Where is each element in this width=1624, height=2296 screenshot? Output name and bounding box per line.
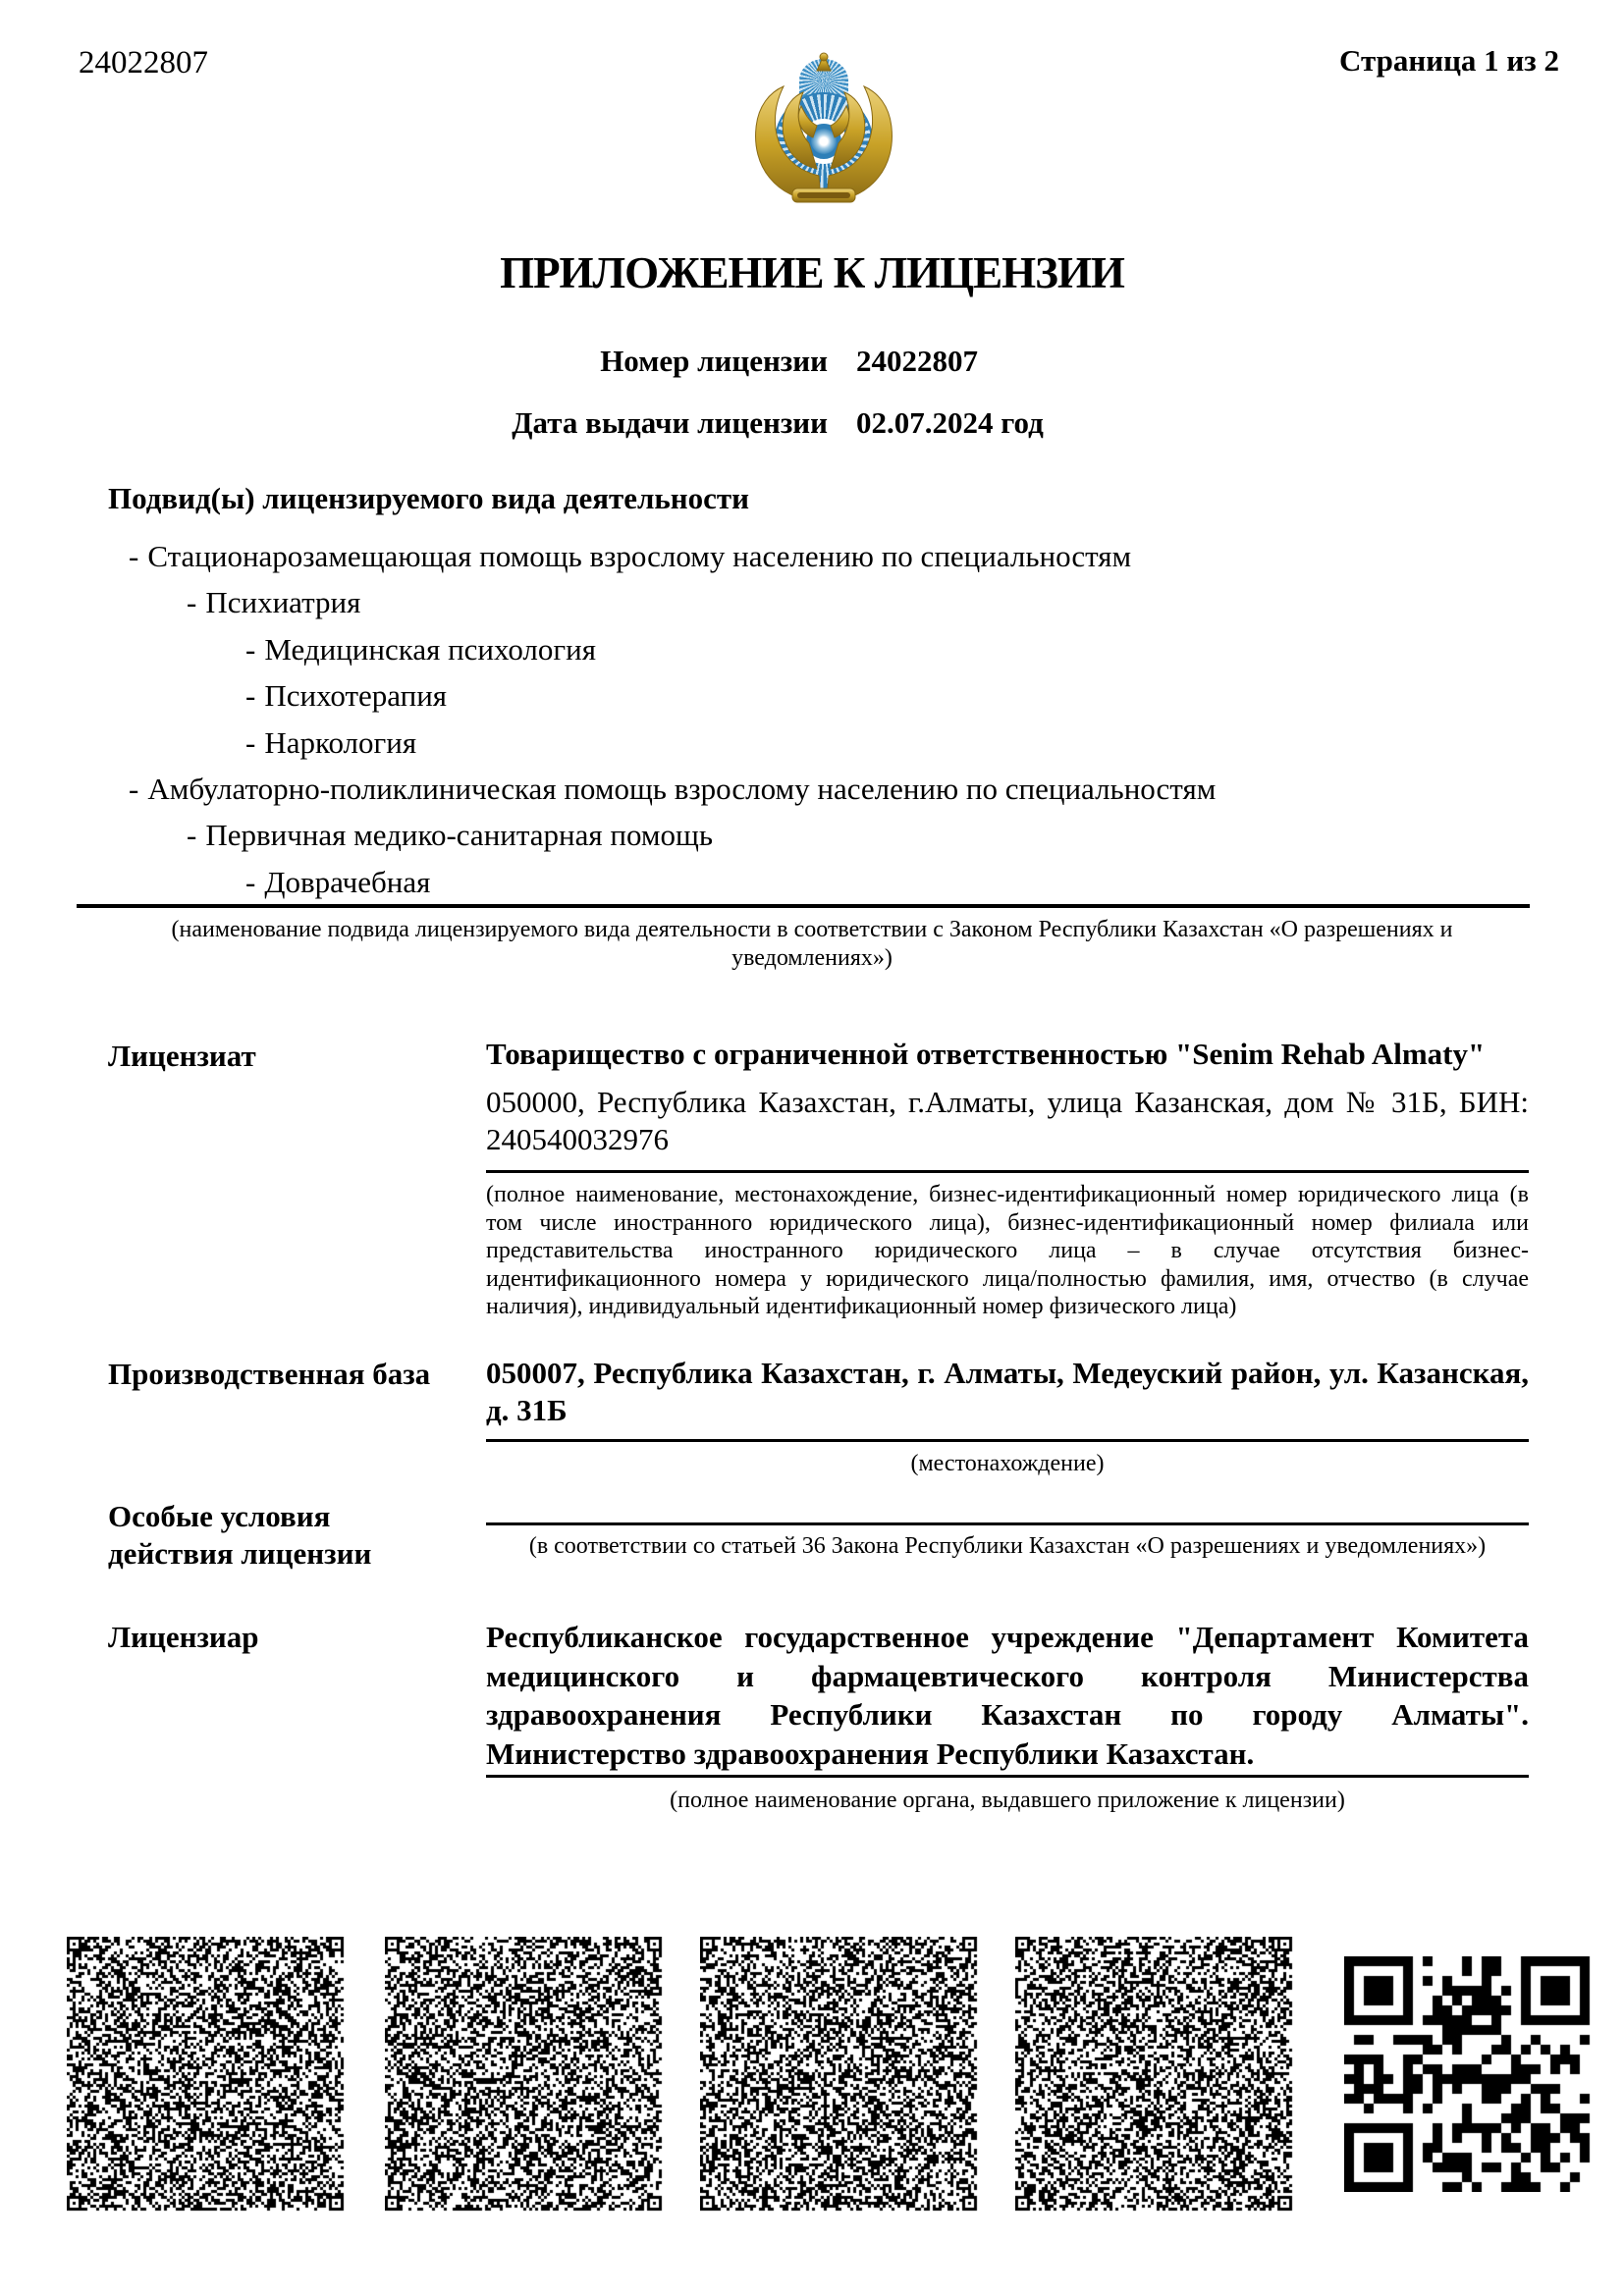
subtypes-caption: (наименование подвида лицензируемого вида деятельности в соответствии с Законом Республики Казахстан «О разрешениях и уведомлениях») bbox=[171, 917, 1453, 971]
subtypes-heading: Подвид(ы) лицензируемого вида деятельности bbox=[108, 481, 749, 515]
emblem-banner bbox=[797, 192, 850, 198]
barcode-datamatrix-1 bbox=[67, 1937, 345, 2212]
list-dash: - bbox=[187, 818, 197, 853]
subtype-item-text: Стационарозамещающая помощь взрослому населению по специальностям bbox=[147, 539, 1132, 573]
barcode-datamatrix-4 bbox=[1015, 1937, 1293, 2212]
licensor-caption: (полное наименование органа, выдавшего приложение к лицензии) bbox=[670, 1788, 1345, 1813]
subtype-item-text: Доврачебная bbox=[264, 864, 431, 899]
licensor-value: Республиканское государственное учреждение "Департамент Комитета медицинского и фармацевтического контроля Министерства здравоохранения Республики Казахстан по городу Алматы". Министерство здравоохранения Республики Казахстан. bbox=[486, 1620, 1529, 1771]
licensor-underline bbox=[486, 1775, 1529, 1778]
special-conditions-caption: (в соответствии со статьей 36 Закона Республики Казахстан «О разрешениях и уведомлениях») bbox=[528, 1533, 1487, 1559]
subtype-item-text: Психотерапия bbox=[264, 678, 448, 714]
special-conditions-label: Особые условия действия лицензии bbox=[108, 1499, 372, 1571]
subtype-item-text: Амбулаторно-поликлиническая помощь взрослому населению по специальностям bbox=[147, 771, 1217, 806]
subtypes-list bbox=[108, 539, 1483, 911]
licensee-address: 050000, Республика Казахстан, г.Алматы, улица Казанская, дом № 31Б, БИН: 240540032976 bbox=[486, 1085, 1529, 1156]
licensee-underline bbox=[486, 1170, 1529, 1173]
subtype-item bbox=[187, 585, 1483, 631]
subtype-item-text: Наркология bbox=[264, 724, 417, 760]
licensee-name: Товарищество с ограниченной ответственностью "Senim Rehab Almaty" bbox=[486, 1037, 1486, 1071]
list-dash: - bbox=[245, 724, 256, 760]
list-dash: - bbox=[245, 864, 256, 899]
license-number-value: 24022807 bbox=[856, 344, 978, 378]
licensee-caption: (полное наименование, местонахождение, бизнес-идентификационный номер юридического лица (в том числе иностранного юридического лица), бизнес-идентификационный номер филиала или представительства иностранного юридического лица – в случае отсутствия бизнес-идентификационного номера у юридического лица/полностью фамилия, имя, отчество (в случае наличия), индивидуальный идентификационный номер физического лица) bbox=[486, 1182, 1529, 1320]
license-number-label: Номер лицензии bbox=[600, 344, 828, 378]
subtypes-underline bbox=[77, 904, 1530, 908]
list-dash: - bbox=[129, 539, 139, 573]
subtype-item bbox=[129, 539, 1483, 585]
list-dash: - bbox=[187, 585, 197, 620]
special-conditions-underline bbox=[486, 1522, 1529, 1525]
license-date-value: 02.07.2024 год bbox=[856, 405, 1044, 440]
subtype-item bbox=[187, 818, 1483, 864]
production-base-value: 050007, Республика Казахстан, г. Алматы, Медеуский район, ул. Казанская, д. 31Б bbox=[486, 1356, 1529, 1427]
document-number-top: 24022807 bbox=[79, 45, 208, 80]
subtype-item bbox=[129, 772, 1483, 818]
license-date-label: Дата выдачи лицензии bbox=[512, 405, 828, 440]
subtype-item bbox=[245, 678, 1483, 724]
licensor-label: Лицензиар bbox=[108, 1620, 259, 1654]
document-title: ПРИЛОЖЕНИЕ К ЛИЦЕНЗИИ bbox=[500, 248, 1124, 297]
production-base-label: Производственная база bbox=[108, 1357, 431, 1391]
page-indicator: Страница 1 из 2 bbox=[1339, 43, 1559, 78]
emblem-gold-ornament bbox=[744, 47, 903, 211]
list-dash: - bbox=[245, 631, 256, 667]
subtype-item bbox=[245, 632, 1483, 678]
kazakhstan-emblem-icon bbox=[744, 47, 903, 211]
production-base-underline bbox=[486, 1439, 1529, 1442]
list-dash: - bbox=[129, 771, 139, 806]
subtype-item-text: Медицинская психология bbox=[264, 631, 596, 667]
list-dash: - bbox=[245, 678, 256, 714]
barcode-datamatrix-2 bbox=[385, 1937, 663, 2212]
subtype-item-text: Психиатрия bbox=[205, 585, 361, 620]
qr-code bbox=[1344, 1956, 1591, 2192]
subtype-item bbox=[245, 725, 1483, 772]
barcode-datamatrix-3 bbox=[700, 1937, 978, 2212]
production-base-caption: (местонахождение) bbox=[910, 1451, 1105, 1476]
licensee-label: Лицензиат bbox=[108, 1039, 256, 1073]
subtype-item-text: Первичная медико-санитарная помощь bbox=[205, 818, 714, 853]
